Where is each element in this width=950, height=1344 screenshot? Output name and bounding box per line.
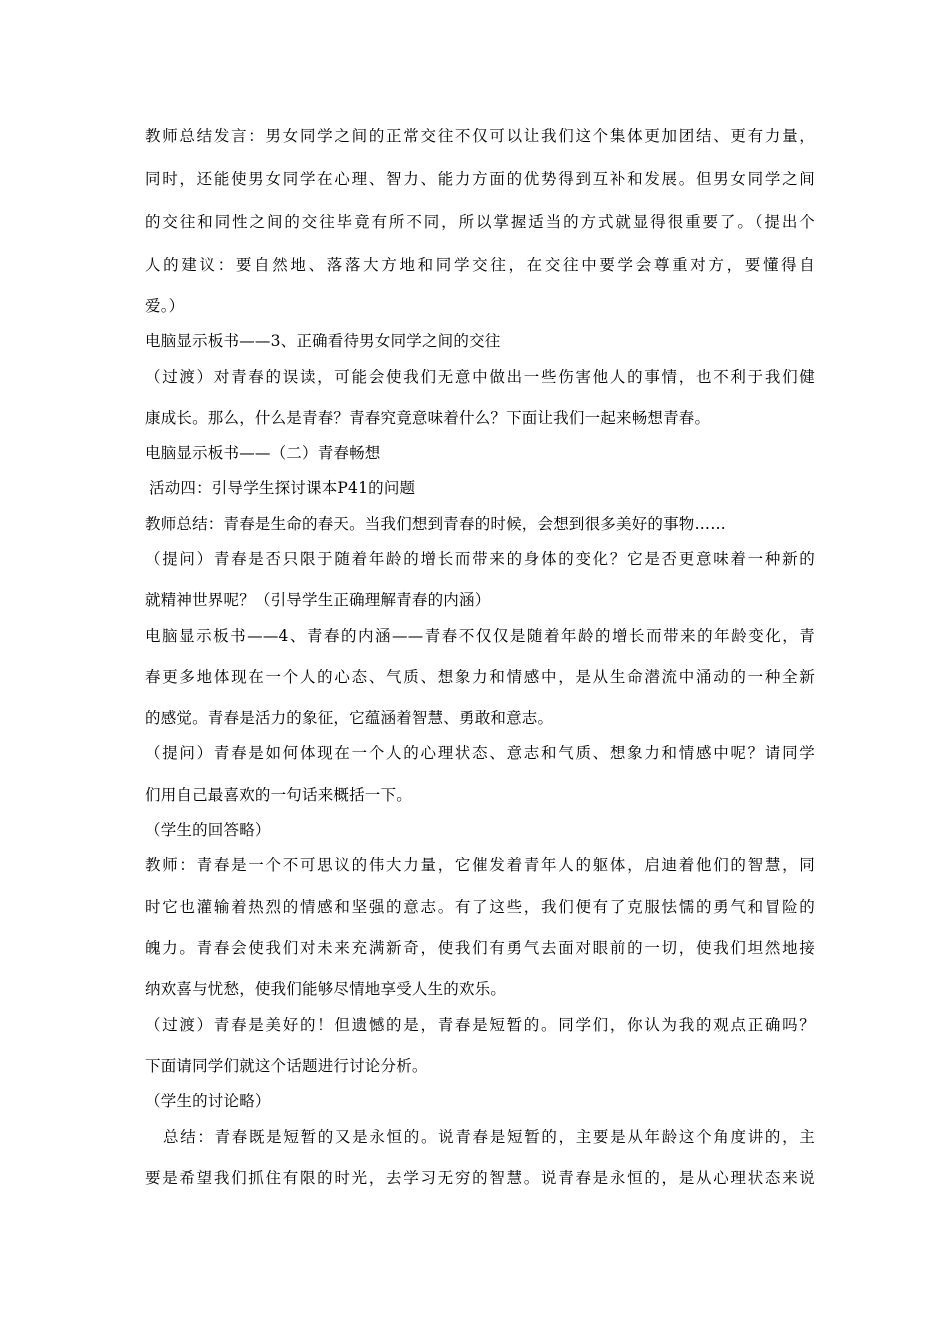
text-line: 活动四：引导学生探讨课本P41的问题 [149,479,416,497]
text-line: 人的建议：要自然地、落落大方地和同学交往，在交往中要学会尊重对方，要懂得自 [145,256,815,274]
text-line: 要是希望我们抓住有限的时光，去学习无穷的智慧。说青春是永恒的，是从心理状态来说 [145,1169,815,1187]
text-line: （提问）青春是否只限于随着年龄的增长而带来的身体的变化？它是否更意味着一种新的 [145,550,815,568]
text-line: （过渡）青春是美好的！但遗憾的是，青春是短暂的。同学们，你认为我的观点正确吗？ [145,1016,815,1034]
text-line: （提问）青春是如何体现在一个人的心理状态、意志和气质、想象力和情感中呢？请同学 [145,744,815,762]
text-line: 电脑显示板书——4、青春的内涵——青春不仅仅是随着年龄的增长而带来的年龄变化，青 [145,627,815,645]
text-line: 教师总结发言：男女同学之间的正常交往不仅可以让我们这个集体更加团结、更有力量， [145,127,815,145]
text-line: 纳欢喜与忧愁，使我们能够尽情地享受人生的欢乐。 [145,980,507,998]
text-line: 们用自己最喜欢的一句话来概括一下。 [145,786,412,804]
text-line: 时它也灌输着热烈的情感和坚强的意志。有了这些，我们便有了克服怯懦的勇气和冒险的 [145,898,815,916]
text-line: （学生的讨论略） [145,1092,271,1110]
text-line: 教师总结：青春是生命的春天。当我们想到青春的时候，会想到很多美好的事物…… [145,515,726,533]
text-line: 电脑显示板书——3、正确看待男女同学之间的交往 [145,332,501,350]
text-line: 爱。） [145,297,185,315]
text-line: 电脑显示板书——（二）青春畅想 [145,444,381,462]
text-line: 魄力。青春会使我们对未来充满新奇，使我们有勇气去面对眼前的一切，使我们坦然地接 [145,939,815,957]
text-line: 总结：青春既是短暂的又是永恒的。说青春是短暂的，主要是从年龄这个角度讲的，主 [163,1128,815,1146]
text-line: 的交往和同性之间的交往毕竟有所不同，所以掌握适当的方式就显得很重要了。（提出个 [145,213,815,231]
text-line: 的感觉。青春是活力的象征，它蕴涵着智慧、勇敢和意志。 [145,709,554,727]
text-line: 同时，还能使男女同学在心理、智力、能力方面的优势得到互补和发展。但男女同学之间 [145,170,815,188]
text-line: 下面请同学们就这个话题进行讨论分析。 [145,1057,428,1075]
text-line: 康成长。那么，什么是青春？青春究竟意味着什么？下面让我们一起来畅想青春。 [145,409,711,427]
text-line: （学生的回答略） [145,821,271,839]
text-line: 就精神世界呢？（引导学生正确理解青春的内涵） [145,591,491,609]
text-line: （过渡）对青春的误读，可能会使我们无意中做出一些伤害他人的事情，也不利于我们健 [145,368,815,386]
text-line: 教师：青春是一个不可思议的伟大力量，它催发着青年人的躯体，启迪着他们的智慧，同 [145,856,815,874]
text-line: 春更多地体现在一个人的心态、气质、想象力和情感中，是从生命潜流中涌动的一种全新 [145,668,815,686]
